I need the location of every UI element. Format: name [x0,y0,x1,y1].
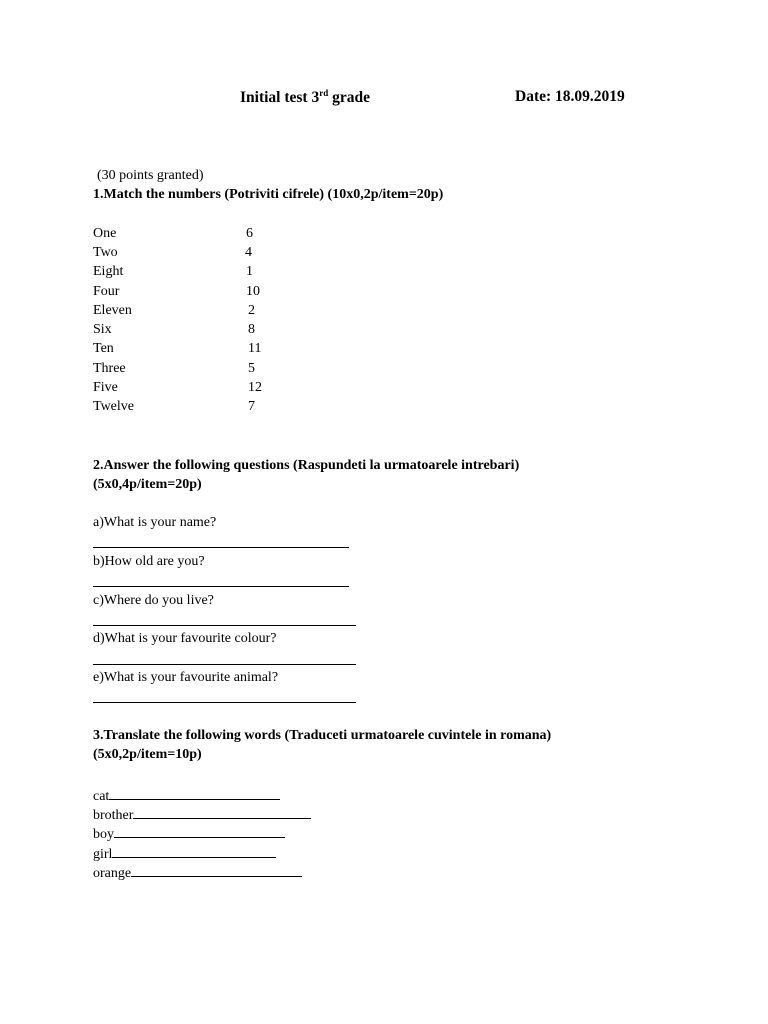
list-item [93,400,134,414]
answer-line-b[interactable] [93,586,349,587]
translate-item-girl [93,845,276,862]
exercise-3-points: (5x0,2p/item=10p) [93,747,202,762]
number-digit: 2 [248,303,255,318]
answer-line-a[interactable] [93,547,349,548]
number-digit: 5 [248,361,255,376]
translate-word: cat [93,789,110,804]
translate-blank[interactable] [131,864,302,877]
number-digit: 7 [248,399,255,414]
title-text: Initial test 3 [240,89,320,106]
translate-item-orange [93,864,302,881]
title-superscript: rd [319,88,329,98]
translate-blank[interactable] [112,845,276,858]
title-suffix: grade [328,89,370,106]
number-word: Twelve [93,399,135,414]
number-word: Ten [93,341,114,356]
number-digit: 8 [248,322,255,337]
number-word: One [93,226,117,241]
list-item [93,323,112,337]
translate-word: orange [93,866,132,881]
number-word: Six [93,322,112,337]
number-word: Eight [93,264,124,279]
question-b: b)How old are you? [93,554,205,569]
exercise-1-heading: 1.Match the numbers (Potriviti cifrele) (10x0,2p/item=20p) [93,187,444,202]
answer-line-e[interactable] [93,702,356,703]
list-item [93,342,114,356]
exercise-2-points: (5x0,4p/item=20p) [93,477,202,492]
number-digit: 11 [248,341,262,356]
list-item [93,265,123,279]
page-title [240,89,370,106]
translate-item-cat [93,787,280,804]
number-digit: 10 [246,284,260,299]
test-date: Date: 18.09.2019 [515,88,625,105]
number-word: Two [93,245,118,260]
list-item [93,246,118,260]
translate-word: brother [93,808,134,823]
exercise-2-heading: 2.Answer the following questions (Raspundeti la urmatoarele intrebari) [93,458,520,473]
translate-word: boy [93,827,114,842]
number-word: Eleven [93,303,132,318]
question-c: c)Where do you live? [93,593,214,608]
translate-blank[interactable] [109,787,280,800]
translate-word: girl [93,847,113,862]
translate-item-brother [93,806,311,823]
answer-line-d[interactable] [93,664,356,665]
question-e: e)What is your favourite animal? [93,670,279,685]
number-digit: 12 [248,380,262,395]
list-item [93,285,119,299]
list-item [93,362,126,376]
question-a: a)What is your name? [93,515,217,530]
translate-item-boy [93,825,285,842]
points-note: (30 points granted) [97,168,204,183]
number-word: Four [93,284,120,299]
answer-line-c[interactable] [93,625,356,626]
translate-blank[interactable] [114,825,285,838]
list-item [93,304,132,318]
number-word: Three [93,361,126,376]
list-item [93,381,118,395]
number-word: Five [93,380,118,395]
list-item [93,227,116,241]
translate-blank[interactable] [133,806,311,819]
number-digit: 6 [246,226,253,241]
number-digit: 4 [245,245,252,260]
question-d: d)What is your favourite colour? [93,631,277,646]
number-digit: 1 [246,264,253,279]
exercise-3-heading: 3.Translate the following words (Traduceti urmatoarele cuvintele in romana) [93,728,552,743]
